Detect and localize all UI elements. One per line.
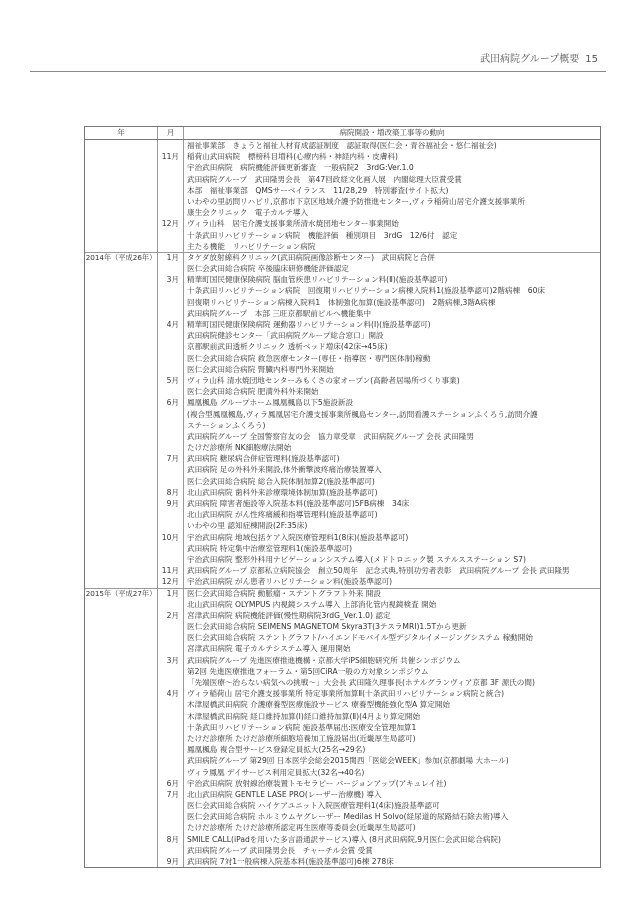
year-cell (85, 218, 158, 229)
table-row (85, 509, 600, 520)
event-text: 武田病院グループ 第29回 日本医学会総会2015関西「医総会WEEK」参加(京都劇場 大ホール) (187, 756, 509, 766)
month-cell (158, 554, 184, 565)
table-row (85, 319, 600, 330)
event-text: 武田病院グループ 本部 三旺京都駅前ビルへ機能集中 (187, 308, 372, 318)
event-text: 武田病院グループ 先進医療推進機構・京都大学iPS細胞研究所 共催シンポジウム (187, 655, 461, 665)
month-cell (158, 845, 184, 856)
year-cell (85, 811, 158, 822)
month-cell (158, 420, 184, 431)
year-cell (85, 509, 158, 520)
table-row (85, 666, 600, 677)
month-cell: 6月 (158, 397, 184, 408)
event-text: 武田病院グループ 京都私立病院協会 創立50周年 記念式典,特別功労者表彰 武田病院グループ 会長 武田隆男 (187, 566, 570, 576)
table-row (85, 409, 600, 420)
year-cell (85, 341, 158, 352)
year-column-header: 年 (85, 127, 158, 139)
table-row (85, 185, 600, 196)
year-cell (85, 822, 158, 833)
month-column-header: 月 (158, 127, 184, 139)
table-row (85, 576, 600, 587)
event-text: 宇治武田病院 地域包括ケア入院医療管理料1(8床)(施設基準認可) (187, 532, 409, 542)
table-body (85, 140, 600, 867)
event-text: 医仁会武田総合病院 肥満外科外来開始 (187, 387, 319, 397)
table-row (85, 297, 600, 308)
month-cell: 3月 (158, 655, 184, 666)
year-cell (85, 464, 158, 475)
month-cell (158, 386, 184, 397)
table-row (85, 565, 600, 576)
event-text: ヴィラ山科 居宅介護支援事業所清水焼団地センター事業開始 (187, 219, 399, 229)
year-cell (85, 733, 158, 744)
year-cell (85, 498, 158, 509)
table-row (85, 610, 600, 621)
year-cell (85, 274, 158, 285)
year-cell (85, 632, 158, 643)
table-row (85, 643, 600, 654)
month-cell (158, 185, 184, 196)
year-cell (85, 699, 158, 710)
year-cell (85, 565, 158, 576)
year-cell (85, 800, 158, 811)
year-cell (85, 330, 158, 341)
event-text: 第2回 先進医療推進フォーラム・第5回CiRA一般の方対象シンポジウム (187, 666, 429, 676)
month-cell (158, 341, 184, 352)
page-header (480, 54, 598, 66)
year-cell (85, 476, 158, 487)
month-cell: 10月 (158, 532, 184, 543)
table-row (85, 688, 600, 699)
event-text: 宇治武田病院 整形外科用ナビゲーションシステム導入(メドトロニック製 ステルスステーション S7) (187, 554, 526, 564)
year-cell (85, 230, 158, 241)
table-row (85, 464, 600, 475)
table-row (85, 588, 600, 599)
table-row (85, 677, 600, 688)
year-cell (85, 353, 158, 364)
year-cell (85, 643, 158, 654)
table-row (85, 341, 600, 352)
table-row (85, 476, 600, 487)
year-cell (85, 520, 158, 531)
event-text: 宇治武田病院 病院機能評価更新審査 一般病院2 3rdG:Ver.1.0 (187, 163, 414, 173)
year-cell (85, 196, 158, 207)
event-text: たけだ診療所 NK細胞療法開始 (187, 443, 292, 453)
month-cell (158, 353, 184, 364)
table-row (85, 375, 600, 386)
month-cell (158, 822, 184, 833)
event-text: 武田病院 特定集中治療室管理料1(施設基準認可) (187, 543, 353, 553)
month-cell: 1月 (158, 253, 184, 263)
year-cell (85, 677, 158, 688)
month-cell (158, 285, 184, 296)
month-cell: 11月 (158, 565, 184, 576)
year-cell (85, 397, 158, 408)
event-text: 鳳凰楓島 グループホーム鳳凰楓島以下5施設新設 (187, 398, 354, 408)
table-row (85, 308, 600, 319)
table-row (85, 487, 600, 498)
year-cell (85, 554, 158, 565)
event-text: 宇治武田病院 がん患者リハビリテーション料(施設基準認可) (187, 577, 393, 587)
year-cell (85, 744, 158, 755)
table-row (85, 263, 600, 274)
event-text: 福祉事業部 きょうと福祉人材育成認証制度 認証取得(医仁会・青谷福祉会・悠仁福祉会) (187, 141, 497, 150)
event-text: ヴィラ鳳凰 デイサービス利用定員拡大(32名→40名) (187, 767, 365, 777)
table-row (85, 621, 600, 632)
event-text: 宮津武田病院 病院機能評価(慢性期病院3rdG_Ver.1.0) 認定 (187, 610, 391, 620)
month-cell (158, 207, 184, 218)
event-text: 武田病院グループ 武田隆男会長 第47回政経文化画人展 内閣総理大臣賞受賞 (187, 174, 462, 184)
event-text: 北山武田病院 GENTLE LASE PRO(レーザー治療機) 導入 (187, 789, 382, 799)
event-text: 京都駅前武田透析クリニック 透析ベッド増床(42床→45床) (187, 342, 388, 352)
month-cell: 4月 (158, 688, 184, 699)
month-cell: 12月 (158, 576, 184, 587)
year-cell (85, 297, 158, 308)
event-text: 北山武田病院 歯科外来診療環境体制加算(施設基準認可) (187, 487, 378, 497)
month-cell (158, 297, 184, 308)
event-text: 北山武田病院 がん性疼痛緩和指導管理料(施設基準認可) (187, 510, 378, 520)
table-row (85, 755, 600, 766)
month-cell: 9月 (158, 498, 184, 509)
year-cell (85, 755, 158, 766)
table-row (85, 789, 600, 800)
year-cell (85, 543, 158, 554)
event-text: SMILE CALL(iPadを用いた多言語通訳サービス)導入 (8月武田病院,9月医仁会武田総合病院) (187, 834, 501, 844)
year-cell (85, 375, 158, 386)
table-row (85, 174, 600, 185)
month-cell: 12月 (158, 218, 184, 229)
table-row (85, 599, 600, 610)
month-cell (158, 409, 184, 420)
month-cell (158, 666, 184, 677)
year-cell (85, 140, 158, 151)
table-header-row (85, 127, 600, 140)
year-cell (85, 431, 158, 442)
event-text: 武田病院 糖尿病合併症管理料(施設基準認可) (187, 454, 340, 464)
event-text: ヴィラ山科 清水焼団地センターみもくさの家オープン(高齢者居場所づくり事業) (187, 375, 460, 385)
month-cell: 11月 (158, 151, 184, 162)
event-text: たけだ診療所 たけだ診療所細胞培養加工施設届出(近畿厚生局認可) (187, 733, 416, 743)
year-cell (85, 576, 158, 587)
table-row (85, 353, 600, 364)
table-row (85, 532, 600, 543)
event-text: 医仁会武田総合病院 卒後臨床研修機能評価認定 (187, 264, 349, 274)
year-cell (85, 666, 158, 677)
table-row (85, 274, 600, 285)
year-cell (85, 308, 158, 319)
table-row (85, 543, 600, 554)
table-row (85, 151, 600, 162)
table-row (85, 822, 600, 833)
month-cell (158, 755, 184, 766)
table-row (85, 431, 600, 442)
year-cell (85, 174, 158, 185)
event-text: 医仁会武田総合病院 ステントグラフト/ハイエンドモバイル型デジタルイメージングシステム 稼動開始 (187, 633, 533, 643)
month-cell (158, 711, 184, 722)
year-cell: 2015年（平成27年） (85, 588, 157, 598)
month-cell (158, 431, 184, 442)
event-text: 武田病院健診センター「武田病院グループ総合窓口」開設 (187, 331, 384, 341)
table-row (85, 386, 600, 397)
table-row (85, 364, 600, 375)
table-row (85, 722, 600, 733)
month-cell: 8月 (158, 487, 184, 498)
event-text: 宇治武田病院 放射線治療装置トモセラピー バージョンアップ(アキュレイ社) (187, 778, 447, 788)
event-text: 医仁会武田総合病院 動脈瘤・ステントグラフト外来 開設 (187, 588, 381, 598)
month-cell (158, 263, 184, 274)
month-cell (158, 442, 184, 453)
year-cell (85, 621, 158, 632)
table-row (85, 767, 600, 778)
event-text: (複合型鳳凰楓島,ヴィラ鳳凰居宅介護支援事業所楓島センター,訪問看護ステーションふくろう,訪問介護 (187, 409, 538, 419)
month-cell (158, 632, 184, 643)
event-text: 十条武田リハビリテーション病院 施設基準届出:医療安全管理加算1 (187, 722, 417, 732)
year-cell (85, 789, 158, 800)
year-cell (85, 319, 158, 330)
year-cell (85, 364, 158, 375)
event-text: 医仁会武田総合病院 ハイケアユニット入院医療管理料1(4床)施設基準認可 (187, 801, 440, 811)
event-text: たけだ診療所 たけだ診療所認定再生医療等委員会(近畿厚生局認可) (187, 823, 416, 833)
year-cell (85, 263, 158, 274)
table-row (85, 140, 600, 151)
document-title: 武田病院グループ概要 (480, 54, 580, 65)
history-table (84, 126, 601, 868)
table-row (85, 811, 600, 822)
event-text: 稲荷山武田病院 標榜科目増科(心療内科・神経内科・皮膚科) (187, 152, 398, 162)
month-cell (158, 800, 184, 811)
month-cell: 7月 (158, 453, 184, 464)
event-text: 十条武田リハビリテーション病院 機能評価 種別項目 3rdG 12/6付 認定 (187, 230, 458, 240)
table-row (85, 520, 600, 531)
month-cell: 9月 (158, 856, 184, 867)
table-row (85, 196, 600, 207)
table-row (85, 241, 600, 252)
event-text: 木津屋橋武田病院 介護療養型医療施設サービス 療養型機能強化型A 算定開始 (187, 700, 451, 710)
month-cell (158, 744, 184, 755)
table-row (85, 285, 600, 296)
table-row (85, 778, 600, 789)
month-cell (158, 767, 184, 778)
month-cell (158, 520, 184, 531)
month-cell (158, 677, 184, 688)
year-cell (85, 778, 158, 789)
table-row (85, 655, 600, 666)
month-cell (158, 330, 184, 341)
table-row (85, 800, 600, 811)
year-cell (85, 856, 158, 867)
event-text: 精華町国民健康保険病院 脳血管疾患リハビリテーション料(Ⅱ)(施設基準認可) (187, 275, 448, 285)
event-text: 医仁会武田総合病院 SEIMENS MAGNETOM Skyra3T(3テスラMRI)1.5Tから更新 (187, 622, 467, 632)
month-cell: 3月 (158, 274, 184, 285)
year-cell (85, 834, 158, 845)
table-row (85, 230, 600, 241)
table-row (85, 330, 600, 341)
event-text: 主たる機能 リハビリテーション病院 (187, 241, 316, 251)
month-cell: 7月 (158, 789, 184, 800)
header-divider (30, 71, 606, 72)
year-cell (85, 688, 158, 699)
event-text: いわやの里 認知症棟開設(2F:35床) (187, 521, 308, 531)
table-row (85, 711, 600, 722)
event-text: 武田病院グループ 武田隆男会長 チャーチル会賞 受賞 (187, 845, 373, 855)
event-text: 回復期リハビリテーション病棟入院料1 体制強化加算(施設基準認可) 2階病棟,3階A病棟 (187, 297, 496, 307)
event-text: 医仁会武田総合病院 腎臓内科専門外来開始 (187, 364, 334, 374)
event-text: 医仁会武田総合病院 救急医療センター(専任・指導医・専門医体制)稼動 (187, 353, 431, 363)
month-cell (158, 196, 184, 207)
year-cell (85, 162, 158, 173)
month-cell (158, 241, 184, 252)
year-cell (85, 532, 158, 543)
event-text: 武田病院 足の外科外来開設,体外衝撃波疼痛治療装置導入 (187, 465, 382, 475)
table-row (85, 744, 600, 755)
month-cell (158, 722, 184, 733)
event-text: 医仁会武田総合病院 総合入院体制加算2(施設基準認可) (187, 476, 375, 486)
event-text: 十条武田リハビリテーション病院 回復期リハビリテーション病棟入院料1(施設基準認可)2階病棟 60床 (187, 286, 546, 296)
year-cell (85, 845, 158, 856)
year-cell (85, 599, 158, 610)
month-cell: 6月 (158, 778, 184, 789)
event-text: 武田病院グループ 全国警察官友の会 協力章受章 武田病院グループ 会長 武田隆男 (187, 431, 474, 441)
month-cell (158, 140, 184, 151)
month-cell (158, 811, 184, 822)
month-cell (158, 464, 184, 475)
year-cell (85, 409, 158, 420)
month-cell (158, 621, 184, 632)
page-number: 15 (585, 54, 598, 65)
table-row (85, 420, 600, 431)
table-row (85, 207, 600, 218)
month-cell (158, 543, 184, 554)
year-cell (85, 453, 158, 464)
year-cell (85, 711, 158, 722)
table-row (85, 453, 600, 464)
year-cell (85, 151, 158, 162)
table-row (85, 498, 600, 509)
year-cell (85, 420, 158, 431)
month-cell (158, 643, 184, 654)
month-cell (158, 476, 184, 487)
month-cell (158, 162, 184, 173)
year-cell (85, 285, 158, 296)
table-row (85, 218, 600, 229)
table-row (85, 845, 600, 856)
year-cell (85, 241, 158, 252)
event-text: 「先端医療〜治らない病気への挑戦〜」大会長 武田隆久理事長(ホテルグランヴィア京都 3F 源氏の間) (187, 678, 535, 687)
table-row (85, 554, 600, 565)
event-text: 精華町国民健康保険病院 運動器リハビリテーション料(Ⅰ)(施設基準認可) (187, 320, 431, 329)
table-row (85, 856, 600, 867)
event-text: いわやの里訪問リハビリ,京都市下京区地域介護予防推進センター,ヴィラ稲荷山居宅介護支援事業所 (187, 196, 525, 206)
month-cell: 1月 (158, 589, 184, 599)
table-row (85, 834, 600, 845)
year-cell (85, 767, 158, 778)
year-cell (85, 655, 158, 666)
month-cell: 8月 (158, 834, 184, 845)
month-cell (158, 230, 184, 241)
table-row (85, 442, 600, 453)
event-text: 武田病院 障害者施設等入院基本料(施設基準認可)5FB病棟 34床 (187, 499, 410, 508)
event-text: タケダ放射線科クリニック(武田病院画像診断センター) 武田病院と合併 (187, 252, 435, 262)
year-cell (85, 487, 158, 498)
table-row (85, 397, 600, 408)
month-cell (158, 599, 184, 610)
month-cell: 5月 (158, 375, 184, 386)
year-cell (85, 185, 158, 196)
month-cell (158, 699, 184, 710)
year-cell (85, 722, 158, 733)
event-text: 木津屋橋武田病院 経口維持加算(Ⅰ)経口維持加算(Ⅱ)(4月より算定開始 (187, 711, 421, 721)
month-cell (158, 733, 184, 744)
event-text: 宮津武田病院 電子カルテシステム導入 運用開始 (187, 644, 351, 654)
table-row (85, 733, 600, 744)
table-row (85, 632, 600, 643)
month-cell: 2月 (158, 610, 184, 621)
event-text: 医仁会武田総合病院 ホルミウムヤグレーザー Medilas H Solvo(経尿道的尿路結石除去術)導入 (187, 812, 509, 822)
month-cell (158, 174, 184, 185)
event-text: 武田病院 7対1一般病棟入院基本料(施設基準認可)6棟 278床 (187, 857, 394, 866)
year-cell (85, 207, 158, 218)
year-cell (85, 386, 158, 397)
event-text: 北山武田病院 OLYMPUS 内視鏡システム導入 上部消化管内視鏡検査 開始 (187, 599, 437, 609)
event-text: 康生会クリニック 電子カルテ導入 (187, 208, 309, 218)
event-text: 鳳凰楓島 複合型サービス登録定員拡大(25名→29名) (187, 745, 366, 755)
year-cell: 2014年（平成26年） (85, 252, 157, 262)
table-row (85, 252, 600, 263)
month-cell (158, 509, 184, 520)
year-cell (85, 610, 158, 621)
month-cell: 4月 (158, 319, 184, 330)
month-cell (158, 308, 184, 319)
table-row (85, 162, 600, 173)
event-text: ステーションふくろう) (187, 420, 266, 430)
content-column-header: 病院開設・増改築工事等の動向 (339, 128, 445, 137)
month-cell (158, 364, 184, 375)
table-row (85, 699, 600, 710)
event-text: ヴィラ稲荷山 居宅介護支援事業所 特定事業所加算Ⅱ(十条武田リハビリテーション病院と統合) (187, 689, 505, 699)
year-cell (85, 442, 158, 453)
event-text: 本部 福祉事業部 QMSサーベイランス 11/28,29 特別審査(サイト拡大) (187, 185, 449, 195)
